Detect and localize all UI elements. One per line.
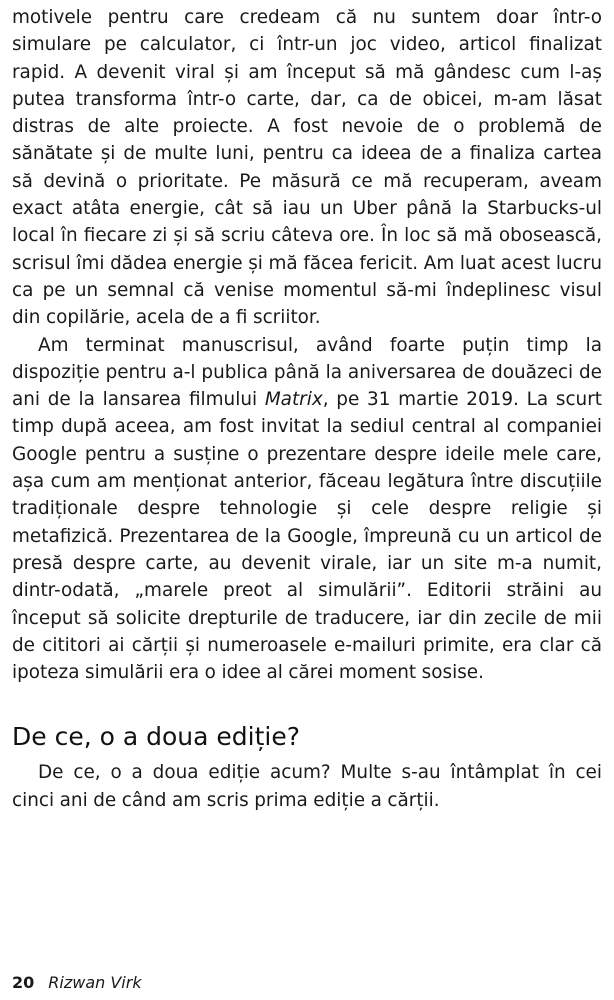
movie-title-italic: Matrix [264,389,323,411]
section-heading: De ce, o a doua ediție? [12,722,300,752]
body-paragraph-2 [12,332,602,687]
page-number: 20 [12,973,35,992]
body-paragraph-1: motivele pentru care credeam că nu suntem doar într-o simulare pe calculator, ci într-un joc video, articol finalizat rapid. A devenit viral și am început să mă gândesc cum l-aș putea transforma într-o carte, dar, ca de obicei, m-am lăsat distras de alte proiecte. A fost nevoie de o problemă de sănătate și de multe luni, pentru ca ideea de a finaliza cartea să devină o prioritate. Pe măsură ce mă recuperam, aveam exact atâta energie, cât să iau un Uber până la Starbucks-ul local în fiecare zi și să scriu câteva ore. În loc să mă obosească, scrisul îmi dădea energie și mă făcea fericit. Am luat acest lucru ca pe un semnal că venise momentul să-mi îndeplinesc visul din copilărie, acela de a fi scriitor. [12,7,602,329]
paragraph-2-text-start: Am terminat manuscrisul, având foarte puțin timp la dispoziție pentru a-l publica până la aniversarea de douăzeci de ani de la lansarea filmului [12,334,602,411]
book-page [12,4,602,996]
page-footer [12,972,142,994]
running-footer-author: Rizwan Virk [48,973,142,992]
body-paragraph-3: De ce, o a doua ediție acum? Multe s-au întâmplat în cei cinci ani de când am scris prima ediție a cărții. [12,762,602,811]
paragraph-2-text-end: , pe 31 martie 2019. La scurt timp după aceea, am fost invitat la sediul central al companiei Google pentru a susține o prezentare despre ideile mele care, așa cum am menționat anterior, făceau legătura între discuțiile tradiționale despre tehnologie și cele despre religie și metafizică. Prezentarea de la Google, împreună cu un articol de presă despre carte, au devenit virale, iar un site m-a numit, dintr-odată, „marele preot al simulării”. Editorii străini au început să solicite drepturile de traducere, iar din zecile de mii de cititori ai cărții și numeroasele e-mailuri primite, era clar că ipoteza simulării era o idee al cărei moment sosise. [12,389,602,684]
